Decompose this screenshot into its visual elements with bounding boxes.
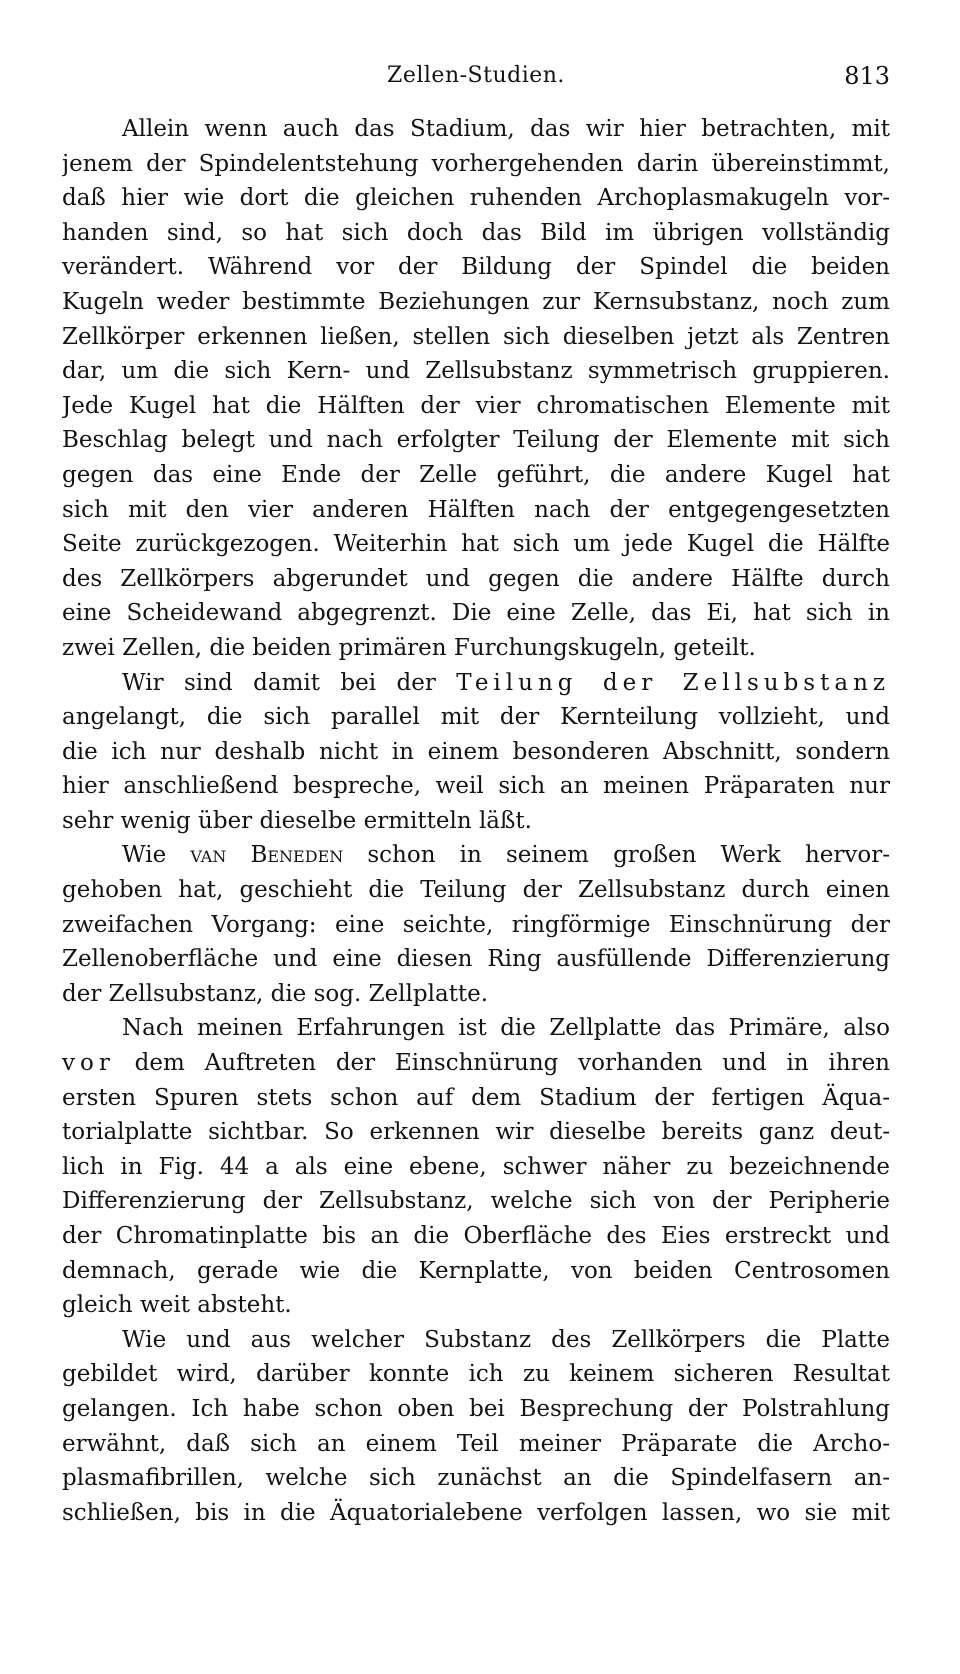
text-line: gelangen. Ich habe schon oben bei Besprechung der Polstrahlung (62, 1395, 890, 1422)
author-name: van Beneden (190, 842, 344, 869)
text-line: lich in Fig. 44 a als eine ebene, schwer näher zu bezeichnende (62, 1153, 890, 1180)
text-line: torialplatte sichtbar. So erkennen wir dieselbe bereits ganz deut- (62, 1119, 890, 1146)
text-line: der Chromatinplatte bis an die Oberfläche des Eies erstreckt und (62, 1223, 890, 1249)
body-text (62, 112, 890, 1530)
text-line: gebildet wird, darüber konnte ich zu keinem sicheren Resultat (62, 1361, 890, 1388)
text-line: des Zellkörpers abgerundet und gegen die andere Hälfte durch (62, 565, 890, 592)
text-line: der Zellsubstanz, die sog. Zellplatte. (62, 980, 489, 1007)
text-line: eine Scheidewand abgegrenzt. Die eine Zelle, das Ei, hat sich in (62, 600, 890, 627)
text-line: jenem der Spindelentstehung vorhergehenden darin übereinstimmt, (62, 150, 890, 177)
text-line (62, 838, 890, 873)
text-line: demnach, gerade wie die Kernplatte, von beiden Centrosomen (62, 1257, 890, 1284)
page-header (62, 56, 890, 96)
text-line: die ich nur deshalb nicht in einem besonderen Abschnitt, sondern (62, 738, 890, 765)
text-line: sehr wenig über dieselbe ermitteln läßt. (62, 807, 532, 834)
text-line: Allein wenn auch das Stadium, das wir hier betrachten, mit (122, 116, 890, 142)
text-run: dem Auftreten der Einschnürung vorhanden und in ihren (114, 1050, 890, 1077)
text-line: gleich weit absteht. (62, 1292, 292, 1319)
text-line (62, 1046, 890, 1081)
text-run: Wir sind damit bei der (122, 669, 457, 696)
page-number: 813 (844, 62, 890, 90)
text-line: handen sind, so hat sich doch das Bild im übrigen vollständig (62, 219, 890, 246)
text-line: Differenzierung der Zellsubstanz, welche sich von der Peripherie (62, 1188, 890, 1215)
text-line: gegen das eine Ende der Zelle geführt, die andere Kugel hat (62, 461, 890, 488)
text-line: Seite zurückgezogen. Weiterhin hat sich um jede Kugel die Hälfte (62, 531, 890, 558)
text-line: plasmafibrillen, welche sich zunächst an die Spindelfasern an- (62, 1465, 890, 1492)
text-line: Zellkörper erkennen ließen, stellen sich dieselben jetzt als Zentren (62, 323, 890, 350)
text-line: Zellenoberfläche und eine diesen Ring ausfüllende Differenzierung (62, 946, 890, 973)
text-line: angelangt, die sich parallel mit der Kernteilung vollzieht, und (62, 704, 890, 731)
text-line: dar, um die sich Kern- und Zellsubstanz symmetrisch gruppieren. (62, 358, 890, 385)
text-line: ersten Spuren stets schon auf dem Stadium der fertigen Äqua- (62, 1084, 890, 1111)
text-line: gehoben hat, geschieht die Teilung der Zellsubstanz durch einen (62, 877, 890, 904)
text-line: daß hier wie dort die gleichen ruhenden Archoplasmakugeln vor- (62, 185, 890, 212)
text-line: zwei Zellen, die beiden primären Furchungskugeln, geteilt. (62, 634, 756, 661)
text-line: erwähnt, daß sich an einem Teil meiner Präparate die Archo- (62, 1430, 890, 1457)
text-line: sich mit den vier anderen Hälften nach der entgegengesetzten (62, 496, 890, 523)
text-line: zweifachen Vorgang: eine seichte, ringförmige Einschnürung der (62, 911, 890, 938)
text-line: Beschlag belegt und nach erfolgter Teilung der Elemente mit sich (62, 427, 890, 454)
text-line: Jede Kugel hat die Hälften der vier chromatischen Elemente mit (62, 392, 890, 419)
text-run: Wie (122, 842, 191, 869)
text-line: verändert. Während vor der Bildung der Spindel die beiden (62, 254, 890, 281)
text-line: schließen, bis in die Äquatorialebene verfolgen lassen, wo sie mit (62, 1499, 890, 1526)
spaced-emphasis: vor (62, 1050, 115, 1077)
spaced-emphasis: Teilung der Zellsubstanz (456, 669, 890, 696)
text-line (62, 666, 890, 701)
text-line: Nach meinen Erfahrungen ist die Zellplatte das Primäre, also (122, 1015, 890, 1042)
text-line: Kugeln weder bestimmte Beziehungen zur Kernsubstanz, noch zum (62, 288, 890, 315)
text-line: Wie und aus welcher Substanz des Zellkörpers die Platte (122, 1326, 890, 1353)
running-title: Zellen-Studien. (387, 63, 565, 88)
text-line: hier anschließend bespreche, weil sich an meinen Präparaten nur (62, 773, 890, 800)
text-run: schon in seinem großen Werk hervor- (343, 842, 890, 869)
